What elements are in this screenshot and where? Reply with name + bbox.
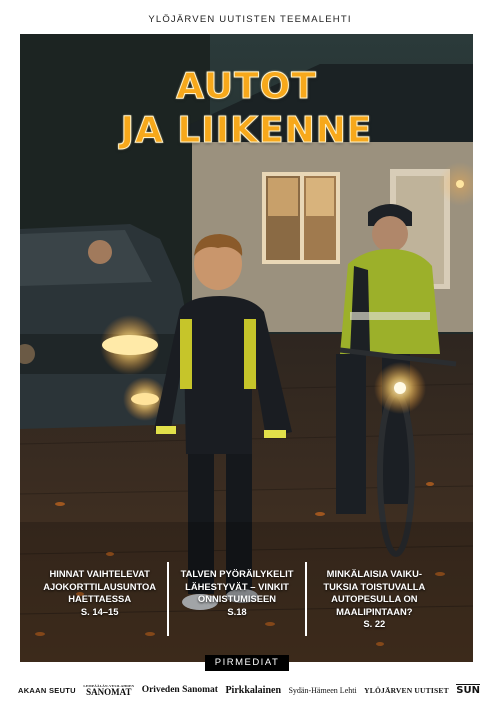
- teaser-line: ONNISTUMISEEN: [197, 593, 277, 604]
- teaser-line: TALVEN PYÖRÄILYKELIT: [180, 568, 294, 579]
- logo-pirkkalainen[interactable]: Pirkkalainen: [225, 684, 282, 696]
- teaser-line: LÄHESTYVÄT – VINKIT: [185, 580, 289, 592]
- newspaper-logos: [18, 683, 480, 697]
- cover-image: [20, 34, 473, 662]
- teaser-line: HINNAT VAIHTELEVAT: [49, 568, 150, 579]
- logo-akaan-seutu[interactable]: AKAAN SEUTU: [18, 685, 76, 695]
- teaser-line: MAALIPINTAAN?: [336, 605, 413, 617]
- publisher-badge: PIRMEDIAT: [205, 655, 289, 671]
- logo-oriveden-sanomat[interactable]: Oriveden Sanomat: [141, 685, 218, 695]
- teaser-page: S. 14–15: [80, 605, 119, 617]
- teaser-line: TUKSIA TOISTUVALLA: [323, 580, 426, 592]
- teasers: [32, 562, 442, 636]
- teaser-line: AUTOPESULLA ON: [331, 593, 418, 604]
- logo-lempaalan-sanomat[interactable]: [83, 684, 134, 696]
- logo-sun[interactable]: SUN: [456, 685, 480, 696]
- logo-sanomat-kicker: LEMPÄÄLÄN-VESILAHDEN: [83, 684, 135, 688]
- logo-sanomat-name: SANOMAT: [86, 687, 132, 697]
- teaser-winter-cycling[interactable]: [167, 562, 304, 636]
- teaser-line: AJOKORTTILAUSUNTOA: [43, 580, 157, 592]
- kicker-header: YLÖJÄRVEN UUTISTEN TEEMALEHTI: [148, 14, 352, 25]
- teaser-line: MINKÄLAISIA VAIKU-: [326, 568, 422, 579]
- logo-sydan-hameen-lehti[interactable]: Sydän-Hämeen Lehti: [288, 685, 357, 695]
- cover-title-line2: JA LIIKENNE: [120, 110, 373, 151]
- cover-title-line1: AUTOT: [176, 66, 317, 107]
- teaser-page: S. 22: [363, 618, 386, 629]
- logo-ylojarven-uutiset[interactable]: YLÖJÄRVEN UUTISET: [364, 685, 449, 695]
- teaser-page: S.18: [227, 605, 247, 617]
- teaser-car-wash[interactable]: [305, 562, 442, 636]
- teaser-line: HAETTAESSA: [68, 593, 132, 604]
- teaser-driving-licence[interactable]: [32, 562, 167, 636]
